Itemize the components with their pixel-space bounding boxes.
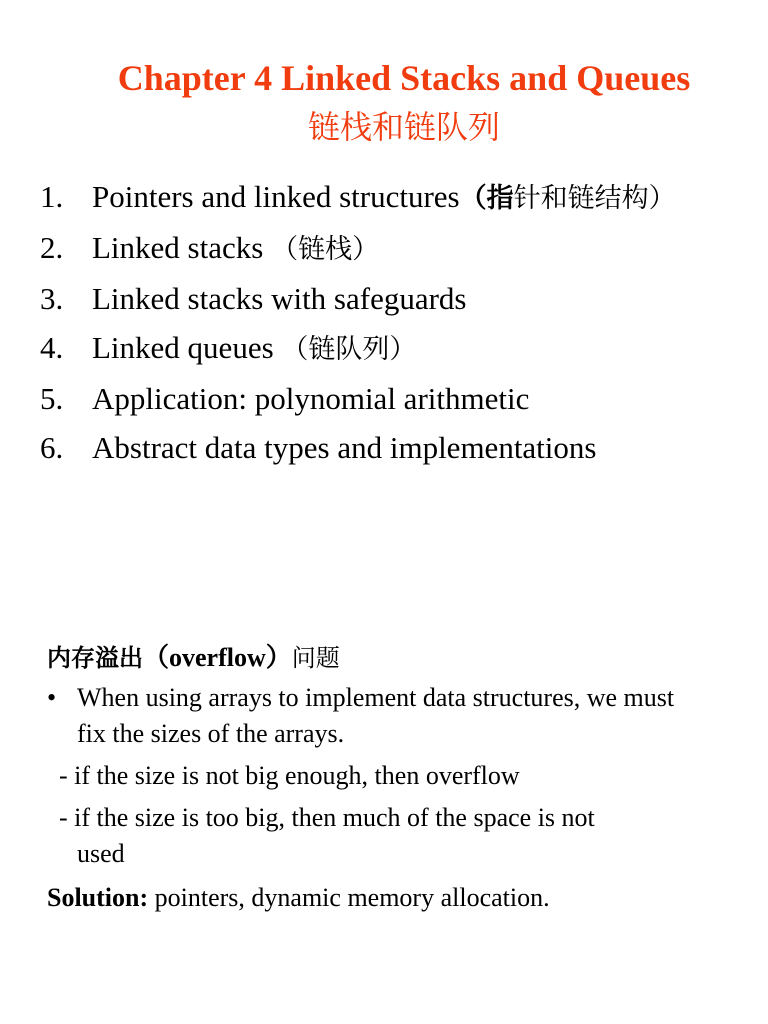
contents-item-number: 5. [40,381,64,416]
contents-item-chinese: （链栈） [271,234,380,265]
contents-item [40,172,676,223]
contents-item-text [92,223,379,274]
contents-item [40,374,676,423]
overflow-heading-chinese: 内存溢出 [47,644,143,672]
chapter-title-block [0,56,768,150]
contents-item-english: Linked stacks with safeguards [92,281,467,316]
contents-item-chinese: （链队列） [281,334,417,365]
solution-text: pointers, dynamic memory allocation. [148,883,550,912]
overflow-heading-english: （overflow） [143,643,292,672]
overflow-sub-item [59,800,747,872]
sub-item-text: - if the size is not big enough, then overflow [59,761,520,790]
overflow-heading [47,638,747,678]
contents-item-chinese-bold: （指 [459,183,514,214]
contents-item-number: 6. [40,430,64,465]
contents-item-text [92,274,466,323]
contents-item [40,323,676,374]
overflow-sub-item [59,758,747,794]
contents-item-english: Linked stacks [92,230,272,265]
contents-item [40,274,676,323]
sub-item-text-continued: used [77,839,125,868]
contents-item [40,223,676,274]
chapter-title-chinese: 链栈和链队列 [307,108,500,146]
contents-item-chinese: 针和链结构） [513,183,676,214]
contents-item-english: Application: polynomial arithmetic [92,381,530,416]
contents-item-english: Pointers and linked structures [92,179,460,214]
overflow-bullet [47,680,747,752]
contents-item-text [92,374,529,423]
sub-item-text: - if the size is too big, then much of the space is not [59,803,595,832]
overflow-section [47,638,747,916]
contents-item-number: 4. [40,330,64,365]
contents-item-number: 3. [40,281,64,316]
contents-item-text [92,172,676,223]
chapter-contents-list [40,172,676,472]
contents-item-number: 2. [40,230,64,265]
contents-item [40,423,676,472]
chapter-title-english: Chapter 4 Linked Stacks and Queues [117,58,691,98]
contents-item-text [92,423,596,472]
bullet-icon: • [47,683,57,712]
solution-label: Solution: [47,883,149,912]
contents-item-text [92,323,416,374]
contents-item-english: Linked queues [92,330,282,365]
bullet-text: When using arrays to implement data structures, we must fix the sizes of the arrays. [77,683,675,748]
contents-item-english: Abstract data types and implementations [92,430,597,465]
contents-item-number: 1. [40,179,64,214]
overflow-heading-chinese-suffix: 问题 [291,644,340,672]
solution-line [47,880,747,916]
